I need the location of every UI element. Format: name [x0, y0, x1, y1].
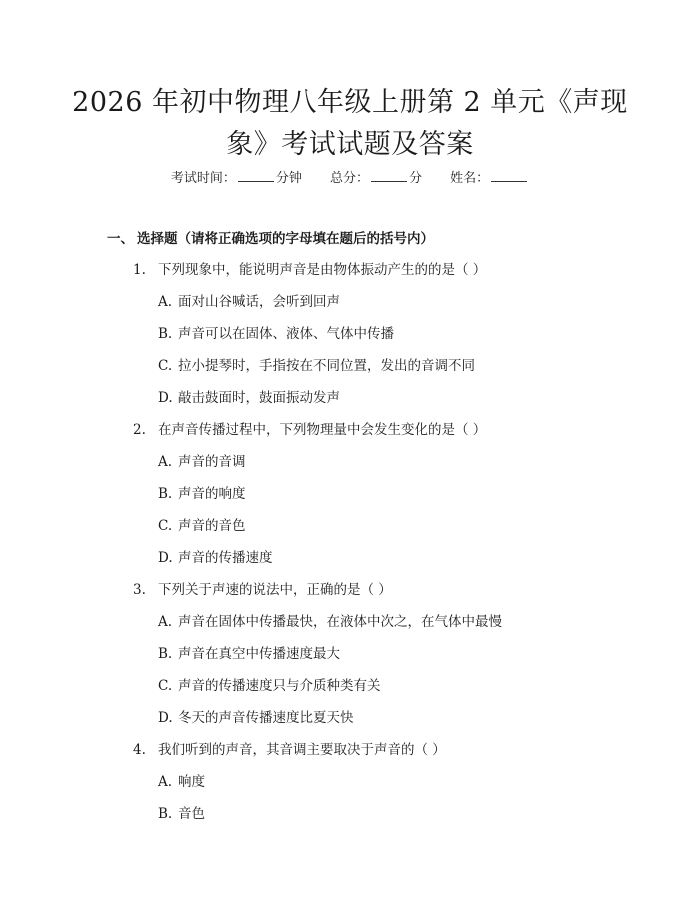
title-line-2: 象》考试试题及答案: [226, 129, 474, 160]
question-text: 下列现象中，能说明声音是由物体振动产生的的是（ ）: [158, 262, 487, 278]
score-field: [330, 168, 422, 189]
option-letter: C.: [158, 678, 173, 694]
option-letter: A.: [158, 294, 173, 310]
question-number: 2.: [133, 422, 146, 438]
question: [133, 740, 446, 760]
name-label: 姓名：: [450, 171, 490, 186]
time-unit: 分钟: [275, 171, 302, 186]
option-letter: B.: [158, 806, 173, 822]
option: [158, 452, 246, 472]
option: [158, 548, 273, 568]
exam-meta: [0, 168, 700, 189]
question-number: 3.: [133, 582, 146, 598]
option: [158, 516, 246, 536]
option: [158, 484, 246, 504]
option-text: 声音的传播速度: [178, 550, 273, 566]
section-title: 选择题（请将正确选项的字母填在题后的括号内）: [137, 231, 434, 247]
option: [158, 612, 502, 632]
question: [133, 420, 486, 440]
option-letter: D.: [158, 550, 173, 566]
option-text: 音色: [178, 806, 205, 822]
option-letter: B.: [158, 646, 173, 662]
option-text: 敲击鼓面时，鼓面振动发声: [178, 390, 340, 406]
option-text: 声音的音色: [178, 518, 246, 534]
option: [158, 292, 340, 312]
time-blank: [238, 168, 274, 182]
option-text: 声音的响度: [178, 486, 246, 502]
score-label: 总分：: [329, 171, 369, 186]
question: [133, 580, 392, 600]
option-text: 面对山谷喊话，会听到回声: [178, 294, 340, 310]
option-letter: C.: [158, 358, 173, 374]
question-number: 1.: [133, 262, 146, 278]
option-text: 声音的音调: [178, 454, 246, 470]
name-blank: [491, 168, 527, 182]
exam-title: [60, 82, 640, 166]
section-heading: [107, 229, 434, 249]
score-unit: 分: [409, 171, 423, 186]
option-text: 拉小提琴时，手指按在不同位置，发出的音调不同: [178, 358, 475, 374]
option: [158, 324, 394, 344]
option-letter: B.: [158, 486, 173, 502]
option-letter: A.: [158, 454, 173, 470]
section-number: 一、: [107, 231, 134, 247]
option: [158, 708, 354, 728]
question-text: 下列关于声速的说法中，正确的是（ ）: [158, 582, 392, 598]
option-letter: B.: [158, 326, 173, 342]
question-number: 4.: [133, 742, 146, 758]
question-text: 我们听到的声音，其音调主要取决于声音的（ ）: [158, 742, 446, 758]
option-letter: D.: [158, 390, 173, 406]
option-letter: A.: [158, 774, 173, 790]
option-text: 声音可以在固体、液体、气体中传播: [178, 326, 394, 342]
option: [158, 388, 340, 408]
time-field: [171, 168, 302, 189]
option-letter: D.: [158, 710, 173, 726]
option: [158, 804, 205, 824]
title-line-1: 2026 年初中物理八年级上册第 2 单元《声现: [72, 87, 628, 118]
question: [133, 260, 486, 280]
score-blank: [371, 168, 407, 182]
option: [158, 772, 205, 792]
option-text: 声音的传播速度只与介质种类有关: [178, 678, 381, 694]
option-letter: A.: [158, 614, 173, 630]
option-text: 声音在固体中传播最快，在液体中次之，在气体中最慢: [178, 614, 502, 630]
time-label: 考试时间：: [170, 171, 236, 186]
option-text: 响度: [178, 774, 205, 790]
name-field: [450, 168, 529, 189]
option: [158, 356, 475, 376]
question-text: 在声音传播过程中，下列物理量中会发生变化的是（ ）: [158, 422, 487, 438]
option: [158, 644, 340, 664]
option: [158, 676, 381, 696]
option-letter: C.: [158, 518, 173, 534]
option-text: 冬天的声音传播速度比夏天快: [178, 710, 354, 726]
option-text: 声音在真空中传播速度最大: [178, 646, 340, 662]
